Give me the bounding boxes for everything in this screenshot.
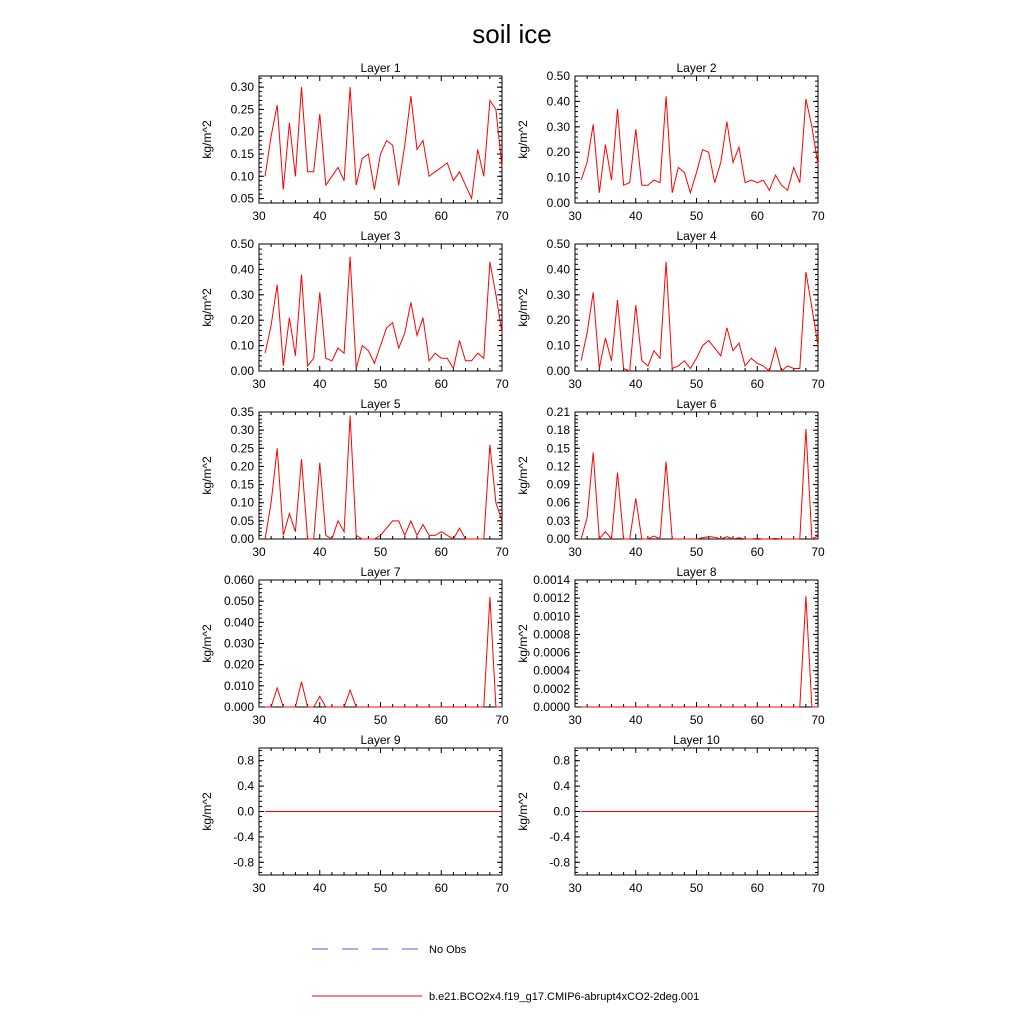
panel-layer-8 [516, 565, 825, 727]
y-tick-label: 0.0014 [533, 573, 570, 587]
x-tick-label: 40 [629, 377, 643, 391]
x-tick-label: 60 [750, 209, 764, 223]
x-tick-label: 70 [495, 545, 509, 559]
y-tick-label: 0.09 [546, 477, 570, 492]
y-axis-label: kg/m^2 [516, 456, 530, 495]
x-tick-label: 30 [252, 209, 266, 223]
x-tick-label: 30 [568, 377, 582, 391]
panel-title: Layer 5 [360, 397, 401, 411]
x-tick-label: 50 [373, 209, 388, 223]
x-tick-label: 50 [689, 545, 704, 559]
y-tick-label: 0.40 [230, 262, 254, 277]
y-tick-label: 0.4 [237, 779, 254, 794]
plot-frame [575, 580, 818, 707]
y-tick-label: 0.21 [546, 405, 570, 419]
y-tick-label: -0.4 [549, 829, 570, 844]
panel-title: Layer 2 [676, 61, 717, 75]
x-tick-label: 50 [689, 377, 704, 391]
y-tick-label: 0.30 [546, 119, 570, 134]
y-tick-label: 0.10 [546, 170, 570, 185]
y-tick-label: -0.8 [233, 855, 254, 870]
x-tick-label: 60 [434, 209, 448, 223]
x-tick-label: 50 [373, 713, 388, 727]
x-tick-label: 50 [689, 209, 704, 223]
x-tick-label: 70 [495, 209, 509, 223]
x-tick-label: 50 [689, 713, 704, 727]
y-tick-label: 0.20 [230, 124, 254, 139]
x-tick-label: 70 [495, 377, 509, 391]
x-tick-label: 50 [689, 881, 704, 895]
x-tick-label: 40 [313, 209, 327, 223]
figure-title: soil ice [472, 19, 552, 49]
series-line-layer-7 [265, 597, 502, 707]
y-axis-label: kg/m^2 [516, 624, 530, 663]
panel-layer-2 [516, 61, 825, 223]
y-axis-label: kg/m^2 [200, 120, 214, 159]
legend-label-model: b.e21.BCO2x4.f19_g17.CMIP6-abrupt4xCO2-2deg.001 [429, 991, 700, 1003]
y-tick-label: 0.040 [223, 615, 254, 630]
plot-frame [259, 76, 502, 203]
y-tick-label: 0.0006 [533, 645, 570, 660]
y-tick-label: 0.0008 [533, 627, 570, 642]
series-line-layer-4 [581, 262, 818, 371]
x-tick-label: 30 [568, 881, 582, 895]
y-tick-label: 0.20 [546, 313, 570, 328]
y-tick-label: 0.0004 [533, 663, 570, 678]
x-tick-label: 30 [568, 713, 582, 727]
y-axis-label: kg/m^2 [200, 624, 214, 663]
x-tick-label: 60 [434, 881, 448, 895]
panel-layer-7 [200, 565, 509, 727]
x-tick-label: 60 [750, 713, 764, 727]
x-tick-label: 40 [629, 713, 643, 727]
legend [312, 944, 699, 1003]
y-axis-label: kg/m^2 [516, 288, 530, 327]
x-tick-label: 50 [373, 881, 388, 895]
y-tick-label: 0.000 [223, 700, 254, 714]
y-tick-label: 0.05 [230, 513, 254, 528]
y-tick-label: 0.0 [553, 804, 570, 819]
panels [200, 61, 825, 895]
panel-layer-5 [200, 397, 509, 559]
y-tick-label: 0.00 [546, 364, 570, 378]
series-line-layer-5 [265, 416, 502, 539]
plot-frame [259, 412, 502, 539]
y-tick-label: 0.0012 [533, 591, 570, 606]
x-tick-label: 60 [434, 545, 448, 559]
y-tick-label: 0.15 [230, 477, 254, 492]
x-tick-label: 70 [811, 545, 825, 559]
y-tick-label: 0.50 [230, 237, 254, 251]
plot-frame [575, 412, 818, 539]
panel-layer-3 [200, 229, 509, 391]
x-tick-label: 40 [313, 545, 327, 559]
panel-title: Layer 6 [676, 397, 717, 411]
series-line-layer-1 [265, 87, 502, 198]
y-tick-label: 0.4 [553, 779, 570, 794]
legend-label-no-obs: No Obs [429, 944, 467, 956]
y-tick-label: 0.20 [546, 145, 570, 160]
y-tick-label: 0.30 [546, 287, 570, 302]
y-tick-label: 0.25 [230, 102, 254, 117]
y-axis-label: kg/m^2 [200, 456, 214, 495]
y-tick-label: 0.8 [237, 753, 254, 768]
y-tick-label: 0.0010 [533, 609, 570, 624]
y-tick-label: 0.00 [230, 364, 254, 378]
x-tick-label: 30 [252, 713, 266, 727]
y-tick-label: 0.00 [546, 532, 570, 546]
x-tick-label: 60 [750, 545, 764, 559]
y-tick-label: 0.050 [223, 594, 254, 609]
x-tick-label: 40 [629, 545, 643, 559]
y-tick-label: 0.05 [230, 191, 254, 206]
panel-title: Layer 7 [360, 565, 401, 579]
x-tick-label: 60 [434, 377, 448, 391]
y-tick-label: 0.50 [546, 69, 570, 83]
y-tick-label: 0.00 [230, 532, 254, 546]
x-tick-label: 60 [750, 881, 764, 895]
y-axis-label: kg/m^2 [200, 792, 214, 831]
x-tick-label: 40 [313, 881, 327, 895]
x-tick-label: 30 [252, 545, 266, 559]
x-tick-label: 60 [750, 377, 764, 391]
y-tick-label: 0.020 [223, 657, 254, 672]
y-tick-label: 0.30 [230, 287, 254, 302]
y-tick-label: 0.20 [230, 459, 254, 474]
y-tick-label: 0.40 [546, 262, 570, 277]
x-tick-label: 30 [252, 377, 266, 391]
y-tick-label: 0.8 [553, 753, 570, 768]
plot-frame [575, 244, 818, 371]
y-tick-label: 0.18 [546, 423, 570, 438]
series-line-layer-8 [581, 596, 818, 707]
y-tick-label: 0.010 [223, 678, 254, 693]
panel-title: Layer 8 [676, 565, 717, 579]
plot-frame [575, 76, 818, 203]
y-tick-label: 0.0000 [533, 700, 570, 714]
x-tick-label: 60 [434, 713, 448, 727]
y-tick-label: 0.25 [230, 441, 254, 456]
series-line-layer-6 [581, 429, 818, 539]
x-tick-label: 40 [313, 713, 327, 727]
y-tick-label: 0.10 [230, 338, 254, 353]
panel-title: Layer 9 [360, 733, 401, 747]
x-tick-label: 70 [811, 881, 825, 895]
y-tick-label: 0.030 [223, 636, 254, 651]
y-tick-label: -0.4 [233, 829, 254, 844]
x-tick-label: 70 [811, 377, 825, 391]
panel-layer-4 [516, 229, 825, 391]
panel-title: Layer 3 [360, 229, 401, 243]
x-tick-label: 30 [568, 545, 582, 559]
y-tick-label: 0.30 [230, 80, 254, 95]
x-tick-label: 50 [373, 545, 388, 559]
y-tick-label: 0.10 [230, 169, 254, 184]
y-axis-label: kg/m^2 [516, 792, 530, 831]
x-tick-label: 40 [313, 377, 327, 391]
y-tick-label: 0.03 [546, 513, 570, 528]
y-tick-label: 0.10 [546, 338, 570, 353]
panel-title: Layer 4 [676, 229, 717, 243]
y-axis-label: kg/m^2 [200, 288, 214, 327]
x-tick-label: 30 [252, 881, 266, 895]
panel-layer-9 [200, 733, 509, 895]
y-tick-label: 0.15 [546, 441, 570, 456]
x-tick-label: 70 [495, 881, 509, 895]
x-tick-label: 70 [811, 209, 825, 223]
y-tick-label: 0.06 [546, 495, 570, 510]
panel-layer-1 [200, 61, 509, 223]
panel-layer-6 [516, 397, 825, 559]
y-tick-label: 0.12 [546, 459, 570, 474]
x-tick-label: 50 [373, 377, 388, 391]
panel-title: Layer 1 [360, 61, 401, 75]
y-tick-label: 0.0 [237, 804, 254, 819]
y-tick-label: 0.00 [546, 196, 570, 210]
y-tick-label: 0.50 [546, 237, 570, 251]
y-axis-label: kg/m^2 [516, 120, 530, 159]
y-tick-label: 0.0002 [533, 681, 570, 696]
plot-frame [259, 580, 502, 707]
y-tick-label: 0.30 [230, 423, 254, 438]
y-tick-label: 0.060 [223, 573, 254, 587]
series-line-layer-2 [581, 96, 818, 193]
y-tick-label: 0.10 [230, 495, 254, 510]
y-tick-label: -0.8 [549, 855, 570, 870]
x-tick-label: 40 [629, 881, 643, 895]
x-tick-label: 40 [629, 209, 643, 223]
x-tick-label: 70 [495, 713, 509, 727]
y-tick-label: 0.40 [546, 94, 570, 109]
x-tick-label: 30 [568, 209, 582, 223]
x-tick-label: 70 [811, 713, 825, 727]
y-tick-label: 0.20 [230, 313, 254, 328]
panel-layer-10 [516, 733, 825, 895]
y-tick-label: 0.35 [230, 405, 254, 419]
panel-title: Layer 10 [673, 733, 720, 747]
series-line-layer-3 [265, 257, 502, 369]
y-tick-label: 0.15 [230, 146, 254, 161]
